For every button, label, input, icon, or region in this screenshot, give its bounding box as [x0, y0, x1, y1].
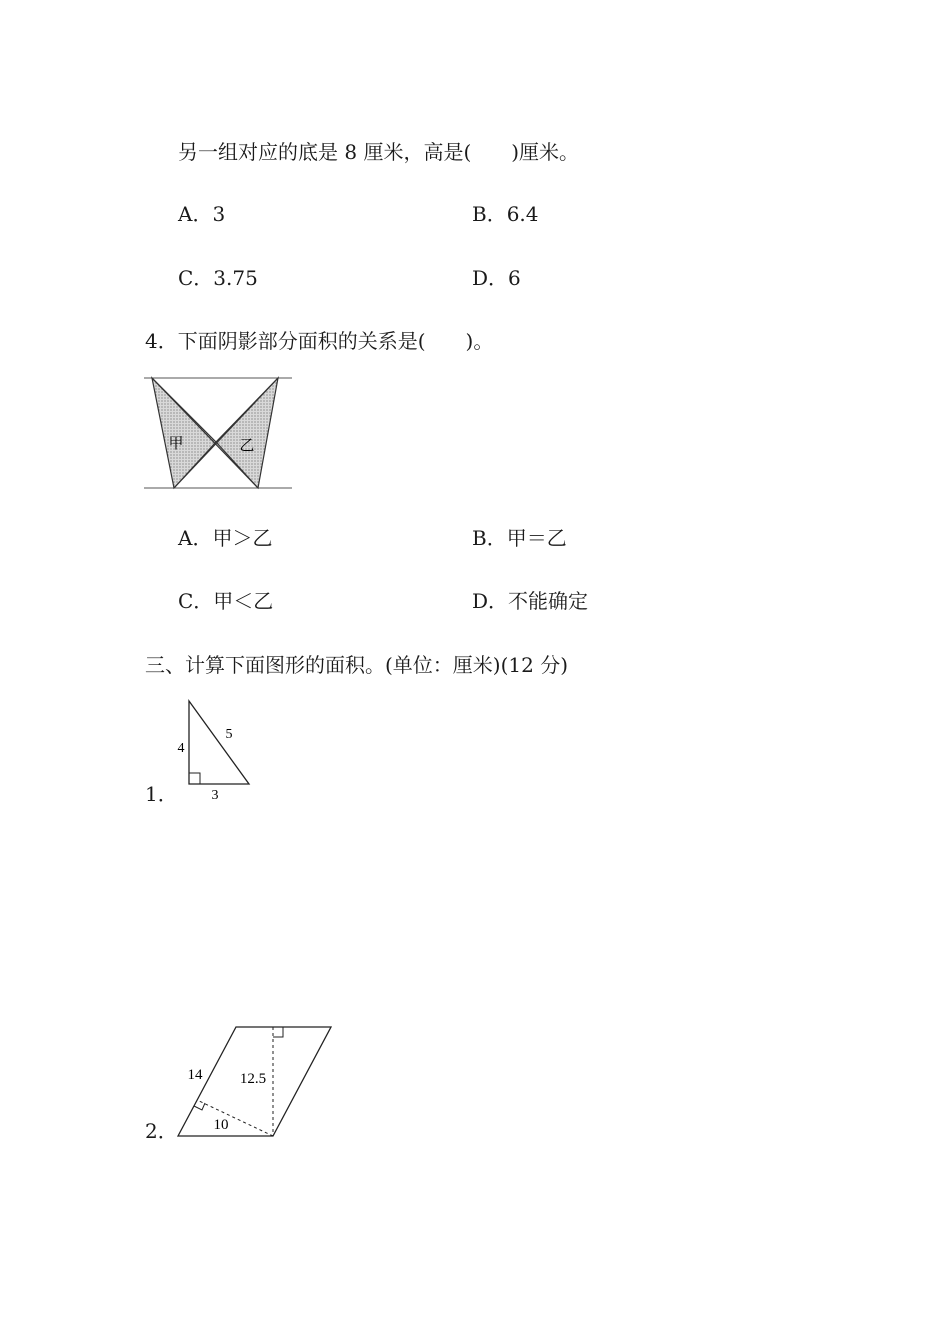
label-height: 4	[177, 741, 185, 756]
q3-option-d[interactable]: D．6	[472, 266, 521, 290]
q3-option-a[interactable]: A．3	[178, 202, 226, 226]
perpendicular-dashed-line	[197, 1100, 273, 1136]
q4-option-b[interactable]: B．甲＝乙	[472, 526, 567, 550]
q4-stem: 4．下面阴影部分面积的关系是( )。	[145, 329, 494, 353]
problem2-number: 2．	[145, 1119, 178, 1143]
q3-stem-continuation: 另一组对应的底是 8 厘米，高是( )厘米。	[178, 140, 580, 164]
label-jia: 甲	[168, 436, 184, 452]
label-side: 14	[187, 1067, 203, 1083]
q4-option-c[interactable]: C．甲＜乙	[178, 589, 274, 613]
label-hypotenuse: 5	[225, 727, 233, 742]
label-height: 12.5	[239, 1071, 267, 1087]
q4-option-a[interactable]: A．甲＞乙	[178, 526, 273, 550]
problem1-number: 1．	[145, 782, 178, 806]
problem1-right-triangle	[170, 695, 260, 805]
q4-butterfly-figure	[140, 370, 300, 495]
problem2-parallelogram	[170, 1020, 340, 1142]
q3-option-c[interactable]: C．3.75	[178, 266, 258, 290]
label-base: 10	[213, 1117, 229, 1133]
label-base: 3	[211, 788, 219, 803]
q4-option-d[interactable]: D．不能确定	[472, 589, 589, 613]
label-yi: 乙	[239, 438, 255, 454]
section3-heading: 三、计算下面图形的面积。(单位：厘米)(12 分)	[145, 653, 569, 677]
q3-option-b[interactable]: B．6.4	[472, 202, 539, 226]
shaded-triangle-jia	[152, 378, 216, 488]
